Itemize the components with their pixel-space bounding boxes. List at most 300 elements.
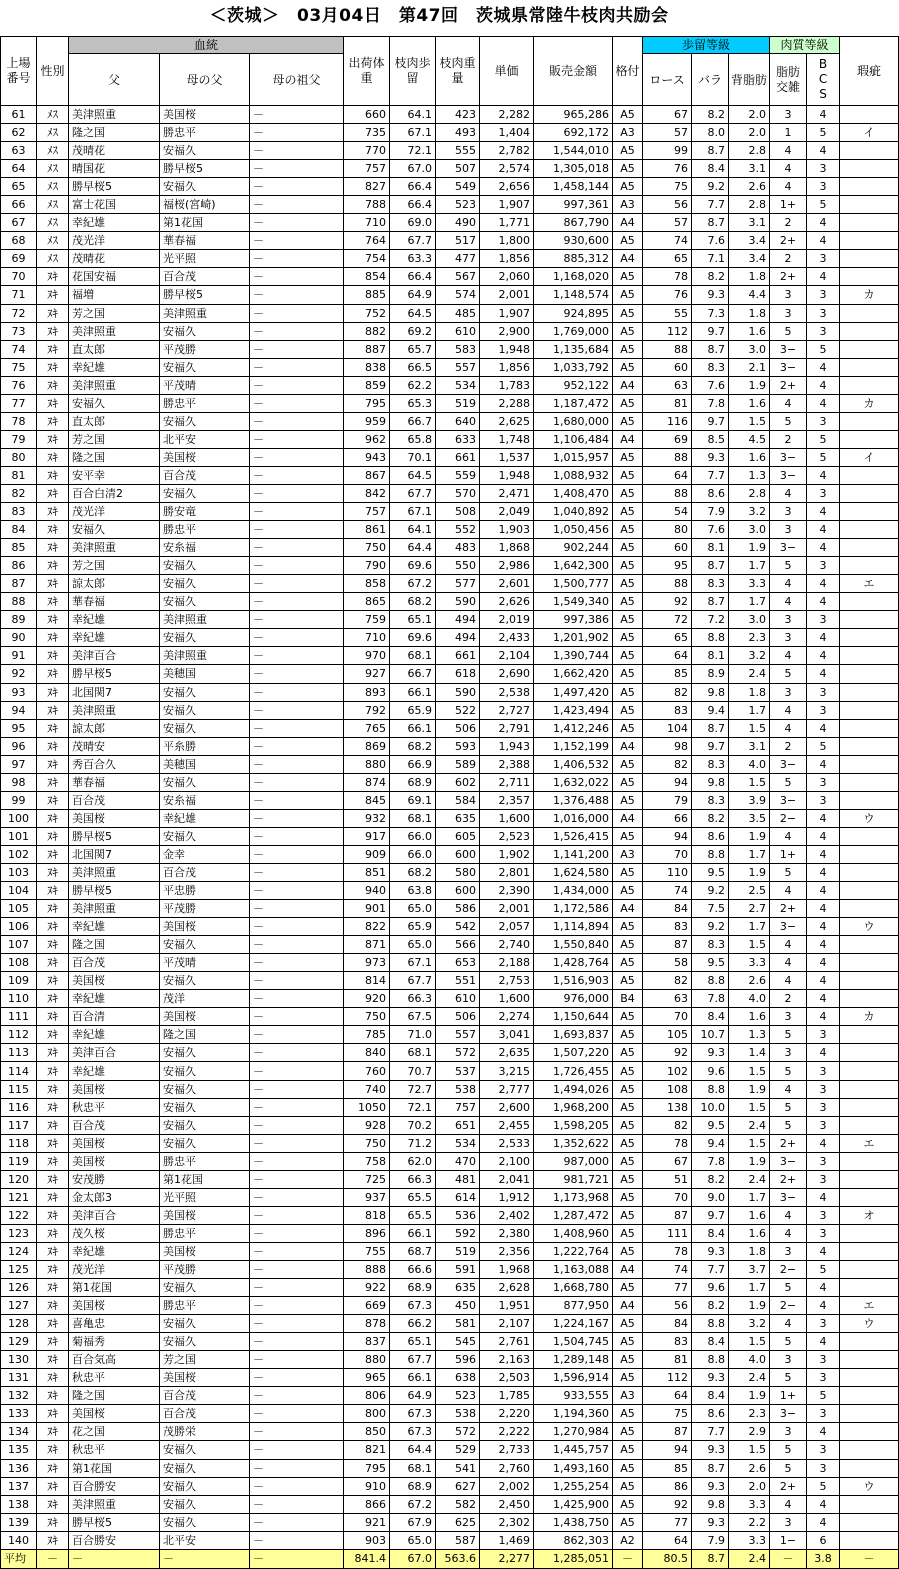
- row-unit-price: 2,104: [480, 647, 534, 665]
- row-rib: 8.6: [692, 1405, 729, 1423]
- row-backfat: 2.8: [729, 484, 770, 502]
- row-mother-grandfather: －: [250, 611, 344, 629]
- row-unit-price: 1,783: [480, 376, 534, 394]
- row-yield: 66.2: [390, 1315, 436, 1333]
- row-loin: 58: [643, 954, 692, 972]
- row-backfat: 1.7: [729, 918, 770, 936]
- row-rib: 9.4: [692, 701, 729, 719]
- row-backfat: 1.9: [729, 1080, 770, 1098]
- row-unit-price: 2,760: [480, 1459, 534, 1477]
- row-backfat: 2.8: [729, 142, 770, 160]
- row-marbling: 2+: [770, 900, 807, 918]
- row-rib: 9.7: [692, 322, 729, 340]
- row-yield: 68.2: [390, 863, 436, 881]
- row-father: 華春福: [69, 773, 160, 791]
- table-row: [1, 1134, 899, 1152]
- row-mother-father: 北平安: [160, 430, 250, 448]
- row-marbling: 2−: [770, 809, 807, 827]
- row-loin: 79: [643, 791, 692, 809]
- row-no: 82: [1, 484, 37, 502]
- table-row: [1, 232, 899, 250]
- row-marbling: 4: [770, 936, 807, 954]
- row-backfat: 2.3: [729, 629, 770, 647]
- row-grade: A5: [613, 1513, 643, 1531]
- row-backfat: 3.3: [729, 954, 770, 972]
- row-backfat: 2.1: [729, 358, 770, 376]
- row-weight: 921: [344, 1513, 390, 1531]
- header-mother-grandfather: 母の祖父: [250, 54, 344, 106]
- table-row: [1, 647, 899, 665]
- row-grade: A4: [613, 809, 643, 827]
- row-father: 美津百合: [69, 1206, 160, 1224]
- row-marbling: 2: [770, 737, 807, 755]
- row-weight: 770: [344, 142, 390, 160]
- row-carcass: 602: [436, 773, 480, 791]
- row-weight: 764: [344, 232, 390, 250]
- row-backfat: 1.9: [729, 863, 770, 881]
- row-bcs: 3: [807, 1098, 840, 1116]
- row-backfat: 2.0: [729, 1477, 770, 1495]
- row-weight: 917: [344, 827, 390, 845]
- row-defect: ウ: [840, 1477, 899, 1495]
- row-marbling: 2: [770, 250, 807, 268]
- row-mother-grandfather: －: [250, 1098, 344, 1116]
- row-sex: ﾒｽ: [37, 106, 69, 124]
- row-mother-father: 勝忠平: [160, 394, 250, 412]
- row-no: 89: [1, 611, 37, 629]
- row-mother-grandfather: －: [250, 972, 344, 990]
- row-grade: A5: [613, 322, 643, 340]
- row-bcs: 3: [807, 1441, 840, 1459]
- row-carcass: 557: [436, 1026, 480, 1044]
- row-sales: 1,270,984: [534, 1423, 613, 1441]
- row-mother-grandfather: －: [250, 1170, 344, 1188]
- row-bcs: 4: [807, 142, 840, 160]
- row-weight: 795: [344, 1459, 390, 1477]
- row-unit-price: 2,220: [480, 1405, 534, 1423]
- row-marbling: 3: [770, 611, 807, 629]
- row-mother-grandfather: －: [250, 1224, 344, 1242]
- row-sex: ﾇｷ: [37, 1026, 69, 1044]
- row-backfat: 3.3: [729, 1495, 770, 1513]
- row-loin: 83: [643, 1333, 692, 1351]
- header-defect: 瑕疵: [840, 37, 899, 106]
- row-sex: ﾇｷ: [37, 683, 69, 701]
- table-row: [1, 178, 899, 196]
- table-row: [1, 322, 899, 340]
- row-carcass: 635: [436, 809, 480, 827]
- row-grade: A5: [613, 1459, 643, 1477]
- row-father: 茂久桜: [69, 1224, 160, 1242]
- row-father: 秀百合久: [69, 755, 160, 773]
- row-bcs: 4: [807, 1134, 840, 1152]
- row-father: 幸紀雄: [69, 990, 160, 1008]
- row-mother-grandfather: －: [250, 1261, 344, 1279]
- row-unit-price: 2,057: [480, 918, 534, 936]
- row-loin: 80: [643, 521, 692, 539]
- row-unit-price: 2,791: [480, 719, 534, 737]
- row-sex: ﾇｷ: [37, 1261, 69, 1279]
- row-mother-father: 幸紀雄: [160, 809, 250, 827]
- table-row: [1, 737, 899, 755]
- row-mother-grandfather: －: [250, 1008, 344, 1026]
- row-defect: カ: [840, 1008, 899, 1026]
- row-backfat: 1.9: [729, 827, 770, 845]
- row-unit-price: 2,402: [480, 1206, 534, 1224]
- row-defect: [840, 557, 899, 575]
- row-mother-father: 華春福: [160, 232, 250, 250]
- row-loin: 87: [643, 936, 692, 954]
- average-label: 平均: [1, 1549, 37, 1568]
- row-rib: 9.7: [692, 1206, 729, 1224]
- row-no: 95: [1, 719, 37, 737]
- row-mother-grandfather: －: [250, 1513, 344, 1531]
- row-mother-grandfather: －: [250, 322, 344, 340]
- table-row: [1, 575, 899, 593]
- row-father: 美津照重: [69, 106, 160, 124]
- row-carcass: 551: [436, 972, 480, 990]
- row-marbling: 5: [770, 1062, 807, 1080]
- row-mother-father: 美穂国: [160, 665, 250, 683]
- row-unit-price: 1,800: [480, 232, 534, 250]
- row-mother-father: 美穂国: [160, 755, 250, 773]
- table-row: [1, 611, 899, 629]
- row-weight: 861: [344, 521, 390, 539]
- row-father: 安茂勝: [69, 1170, 160, 1188]
- row-mother-grandfather: －: [250, 521, 344, 539]
- row-marbling: 3: [770, 1513, 807, 1531]
- row-defect: [840, 1261, 899, 1279]
- row-grade: A3: [613, 196, 643, 214]
- row-loin: 104: [643, 719, 692, 737]
- row-mother-grandfather: －: [250, 178, 344, 196]
- table-row: [1, 214, 899, 232]
- table-row: [1, 106, 899, 124]
- row-backfat: 1.3: [729, 466, 770, 484]
- row-carcass: 542: [436, 918, 480, 936]
- row-mother-grandfather: －: [250, 196, 344, 214]
- row-mother-father: 安福久: [160, 936, 250, 954]
- row-marbling: 3: [770, 106, 807, 124]
- row-unit-price: 2,002: [480, 1477, 534, 1495]
- row-loin: 94: [643, 773, 692, 791]
- row-yield: 68.7: [390, 1242, 436, 1260]
- row-loin: 74: [643, 232, 692, 250]
- row-weight: 970: [344, 647, 390, 665]
- row-unit-price: 2,753: [480, 972, 534, 990]
- row-mother-father: 安福久: [160, 1279, 250, 1297]
- row-sex: ﾒｽ: [37, 232, 69, 250]
- row-grade: A5: [613, 593, 643, 611]
- row-sex: ﾇｷ: [37, 286, 69, 304]
- row-unit-price: 2,001: [480, 900, 534, 918]
- row-loin: 87: [643, 1423, 692, 1441]
- row-defect: [840, 665, 899, 683]
- row-grade: A5: [613, 665, 643, 683]
- row-bcs: 3: [807, 1315, 840, 1333]
- row-mother-grandfather: －: [250, 232, 344, 250]
- row-no: 119: [1, 1152, 37, 1170]
- row-father: 美津照重: [69, 1495, 160, 1513]
- row-defect: [840, 1441, 899, 1459]
- row-mother-grandfather: －: [250, 286, 344, 304]
- row-marbling: 3−: [770, 448, 807, 466]
- row-loin: 98: [643, 737, 692, 755]
- row-defect: ウ: [840, 918, 899, 936]
- row-defect: [840, 972, 899, 990]
- row-sex: ﾇｷ: [37, 358, 69, 376]
- row-bcs: 4: [807, 1188, 840, 1206]
- row-unit-price: 2,433: [480, 629, 534, 647]
- row-mother-grandfather: －: [250, 1297, 344, 1315]
- row-sales: 1,016,000: [534, 809, 613, 827]
- row-no: 138: [1, 1495, 37, 1513]
- row-marbling: 3−: [770, 466, 807, 484]
- row-marbling: 5: [770, 773, 807, 791]
- row-loin: 83: [643, 918, 692, 936]
- row-sex: ﾇｷ: [37, 1116, 69, 1134]
- row-mother-father: 安福久: [160, 1513, 250, 1531]
- row-grade: A5: [613, 394, 643, 412]
- row-grade: A5: [613, 1279, 643, 1297]
- row-defect: [840, 1333, 899, 1351]
- row-defect: [840, 1062, 899, 1080]
- row-sales: 1,544,010: [534, 142, 613, 160]
- row-defect: ウ: [840, 1315, 899, 1333]
- row-sales: 1,434,000: [534, 882, 613, 900]
- row-rib: 8.7: [692, 214, 729, 232]
- row-mother-grandfather: －: [250, 557, 344, 575]
- row-defect: [840, 1242, 899, 1260]
- row-marbling: 4: [770, 394, 807, 412]
- row-defect: [840, 1026, 899, 1044]
- row-defect: [840, 737, 899, 755]
- row-father: 百合気高: [69, 1351, 160, 1369]
- row-rib: 10.7: [692, 1026, 729, 1044]
- row-backfat: 2.6: [729, 178, 770, 196]
- row-sex: ﾇｷ: [37, 1224, 69, 1242]
- row-father: 幸紀雄: [69, 214, 160, 232]
- row-marbling: 5: [770, 1369, 807, 1387]
- row-mother-father: 安福久: [160, 1044, 250, 1062]
- row-sales: 1,033,792: [534, 358, 613, 376]
- row-father: 勝早桜5: [69, 665, 160, 683]
- table-row: [1, 593, 899, 611]
- average-marbling: －: [770, 1549, 807, 1568]
- row-carcass: 593: [436, 737, 480, 755]
- row-carcass: 605: [436, 827, 480, 845]
- row-marbling: 3−: [770, 358, 807, 376]
- row-no: 74: [1, 340, 37, 358]
- row-loin: 51: [643, 1170, 692, 1188]
- row-no: 67: [1, 214, 37, 232]
- row-mother-father: 第1花国: [160, 1170, 250, 1188]
- table-row: [1, 430, 899, 448]
- row-defect: エ: [840, 575, 899, 593]
- row-sales: 692,172: [534, 124, 613, 142]
- row-father: 喜亀忠: [69, 1315, 160, 1333]
- row-father: 美津照重: [69, 900, 160, 918]
- row-yield: 65.8: [390, 430, 436, 448]
- row-sales: 1,507,220: [534, 1044, 613, 1062]
- row-carcass: 600: [436, 845, 480, 863]
- row-defect: エ: [840, 1297, 899, 1315]
- row-no: 92: [1, 665, 37, 683]
- row-bcs: 4: [807, 394, 840, 412]
- row-weight: 869: [344, 737, 390, 755]
- row-marbling: 3: [770, 503, 807, 521]
- row-weight: 922: [344, 1279, 390, 1297]
- row-no: 86: [1, 557, 37, 575]
- row-mother-father: 安福久: [160, 683, 250, 701]
- row-mother-grandfather: －: [250, 773, 344, 791]
- row-mother-father: 安福久: [160, 773, 250, 791]
- row-loin: 76: [643, 160, 692, 178]
- row-defect: [840, 214, 899, 232]
- row-no: 73: [1, 322, 37, 340]
- row-father: 直太郎: [69, 412, 160, 430]
- row-weight: 842: [344, 484, 390, 502]
- row-loin: 84: [643, 900, 692, 918]
- row-loin: 69: [643, 430, 692, 448]
- row-rib: 7.3: [692, 304, 729, 322]
- row-mother-grandfather: －: [250, 647, 344, 665]
- row-mother-father: 安福久: [160, 593, 250, 611]
- row-weight: 867: [344, 466, 390, 484]
- row-yield: 66.4: [390, 196, 436, 214]
- row-weight: 750: [344, 539, 390, 557]
- row-sales: 867,790: [534, 214, 613, 232]
- row-carcass: 559: [436, 466, 480, 484]
- row-yield: 68.1: [390, 647, 436, 665]
- row-mother-grandfather: －: [250, 1242, 344, 1260]
- average-defect: －: [840, 1549, 899, 1568]
- row-defect: [840, 1188, 899, 1206]
- row-carcass: 625: [436, 1513, 480, 1531]
- row-weight: 838: [344, 358, 390, 376]
- row-loin: 64: [643, 1387, 692, 1405]
- row-unit-price: 1,469: [480, 1531, 534, 1549]
- average-row: [1, 1549, 899, 1568]
- row-backfat: 1.7: [729, 701, 770, 719]
- row-mother-grandfather: －: [250, 268, 344, 286]
- row-father: 百合勝安: [69, 1477, 160, 1495]
- row-bcs: 5: [807, 448, 840, 466]
- row-loin: 64: [643, 647, 692, 665]
- row-weight: 927: [344, 665, 390, 683]
- row-mother-grandfather: －: [250, 1459, 344, 1477]
- row-bcs: 4: [807, 106, 840, 124]
- row-carcass: 570: [436, 484, 480, 502]
- row-marbling: 5: [770, 557, 807, 575]
- row-grade: A5: [613, 466, 643, 484]
- row-sex: ﾇｷ: [37, 1008, 69, 1026]
- row-defect: [840, 160, 899, 178]
- row-unit-price: 2,450: [480, 1495, 534, 1513]
- row-unit-price: 2,761: [480, 1333, 534, 1351]
- table-row: [1, 1242, 899, 1260]
- row-sex: ﾇｷ: [37, 1387, 69, 1405]
- row-mother-grandfather: －: [250, 737, 344, 755]
- row-sex: ﾇｷ: [37, 539, 69, 557]
- row-carcass: 485: [436, 304, 480, 322]
- row-loin: 63: [643, 376, 692, 394]
- row-carcass: 519: [436, 1242, 480, 1260]
- row-mother-father: 光平照: [160, 250, 250, 268]
- row-marbling: 5: [770, 1116, 807, 1134]
- row-rib: 9.0: [692, 1188, 729, 1206]
- row-defect: [840, 340, 899, 358]
- row-no: 72: [1, 304, 37, 322]
- row-backfat: 1.5: [729, 719, 770, 737]
- row-backfat: 3.7: [729, 1261, 770, 1279]
- row-grade: A4: [613, 1297, 643, 1315]
- row-no: 134: [1, 1423, 37, 1441]
- row-unit-price: 2,777: [480, 1080, 534, 1098]
- row-loin: 88: [643, 448, 692, 466]
- row-defect: [840, 250, 899, 268]
- row-sex: ﾇｷ: [37, 1477, 69, 1495]
- row-loin: 108: [643, 1080, 692, 1098]
- table-row: [1, 629, 899, 647]
- row-unit-price: 1,912: [480, 1188, 534, 1206]
- row-mother-grandfather: －: [250, 1026, 344, 1044]
- row-unit-price: 1,903: [480, 521, 534, 539]
- table-row: [1, 1495, 899, 1513]
- row-bcs: 3: [807, 1152, 840, 1170]
- row-mother-father: 光平照: [160, 1188, 250, 1206]
- row-no: 68: [1, 232, 37, 250]
- row-no: 115: [1, 1080, 37, 1098]
- row-sales: 1,408,960: [534, 1224, 613, 1242]
- row-bcs: 5: [807, 196, 840, 214]
- row-loin: 87: [643, 1206, 692, 1224]
- row-marbling: 4: [770, 827, 807, 845]
- row-mother-grandfather: －: [250, 629, 344, 647]
- row-no: 85: [1, 539, 37, 557]
- row-father: 安平幸: [69, 466, 160, 484]
- row-grade: A2: [613, 1531, 643, 1549]
- row-father: 勝早桜5: [69, 1513, 160, 1531]
- row-grade: A5: [613, 1080, 643, 1098]
- row-sales: 1,390,744: [534, 647, 613, 665]
- row-backfat: 2.4: [729, 1116, 770, 1134]
- row-grade: A5: [613, 1170, 643, 1188]
- row-grade: A5: [613, 972, 643, 990]
- row-weight: 888: [344, 1261, 390, 1279]
- header-sex: 性別: [37, 37, 69, 106]
- row-marbling: 4: [770, 1495, 807, 1513]
- header-sales: 販売金額: [534, 37, 613, 106]
- row-rib: 8.4: [692, 1333, 729, 1351]
- table-row: [1, 882, 899, 900]
- row-weight: 755: [344, 1242, 390, 1260]
- row-backfat: 1.8: [729, 304, 770, 322]
- row-sales: 885,312: [534, 250, 613, 268]
- row-rib: 8.4: [692, 1387, 729, 1405]
- row-rib: 8.7: [692, 1459, 729, 1477]
- row-sex: ﾇｷ: [37, 394, 69, 412]
- row-loin: 88: [643, 484, 692, 502]
- row-weight: 928: [344, 1116, 390, 1134]
- row-grade: A5: [613, 1315, 643, 1333]
- row-backfat: 3.4: [729, 250, 770, 268]
- row-father: 茂光洋: [69, 1261, 160, 1279]
- row-no: 87: [1, 575, 37, 593]
- row-unit-price: 2,503: [480, 1369, 534, 1387]
- row-unit-price: 2,357: [480, 791, 534, 809]
- row-father: 北国関7: [69, 845, 160, 863]
